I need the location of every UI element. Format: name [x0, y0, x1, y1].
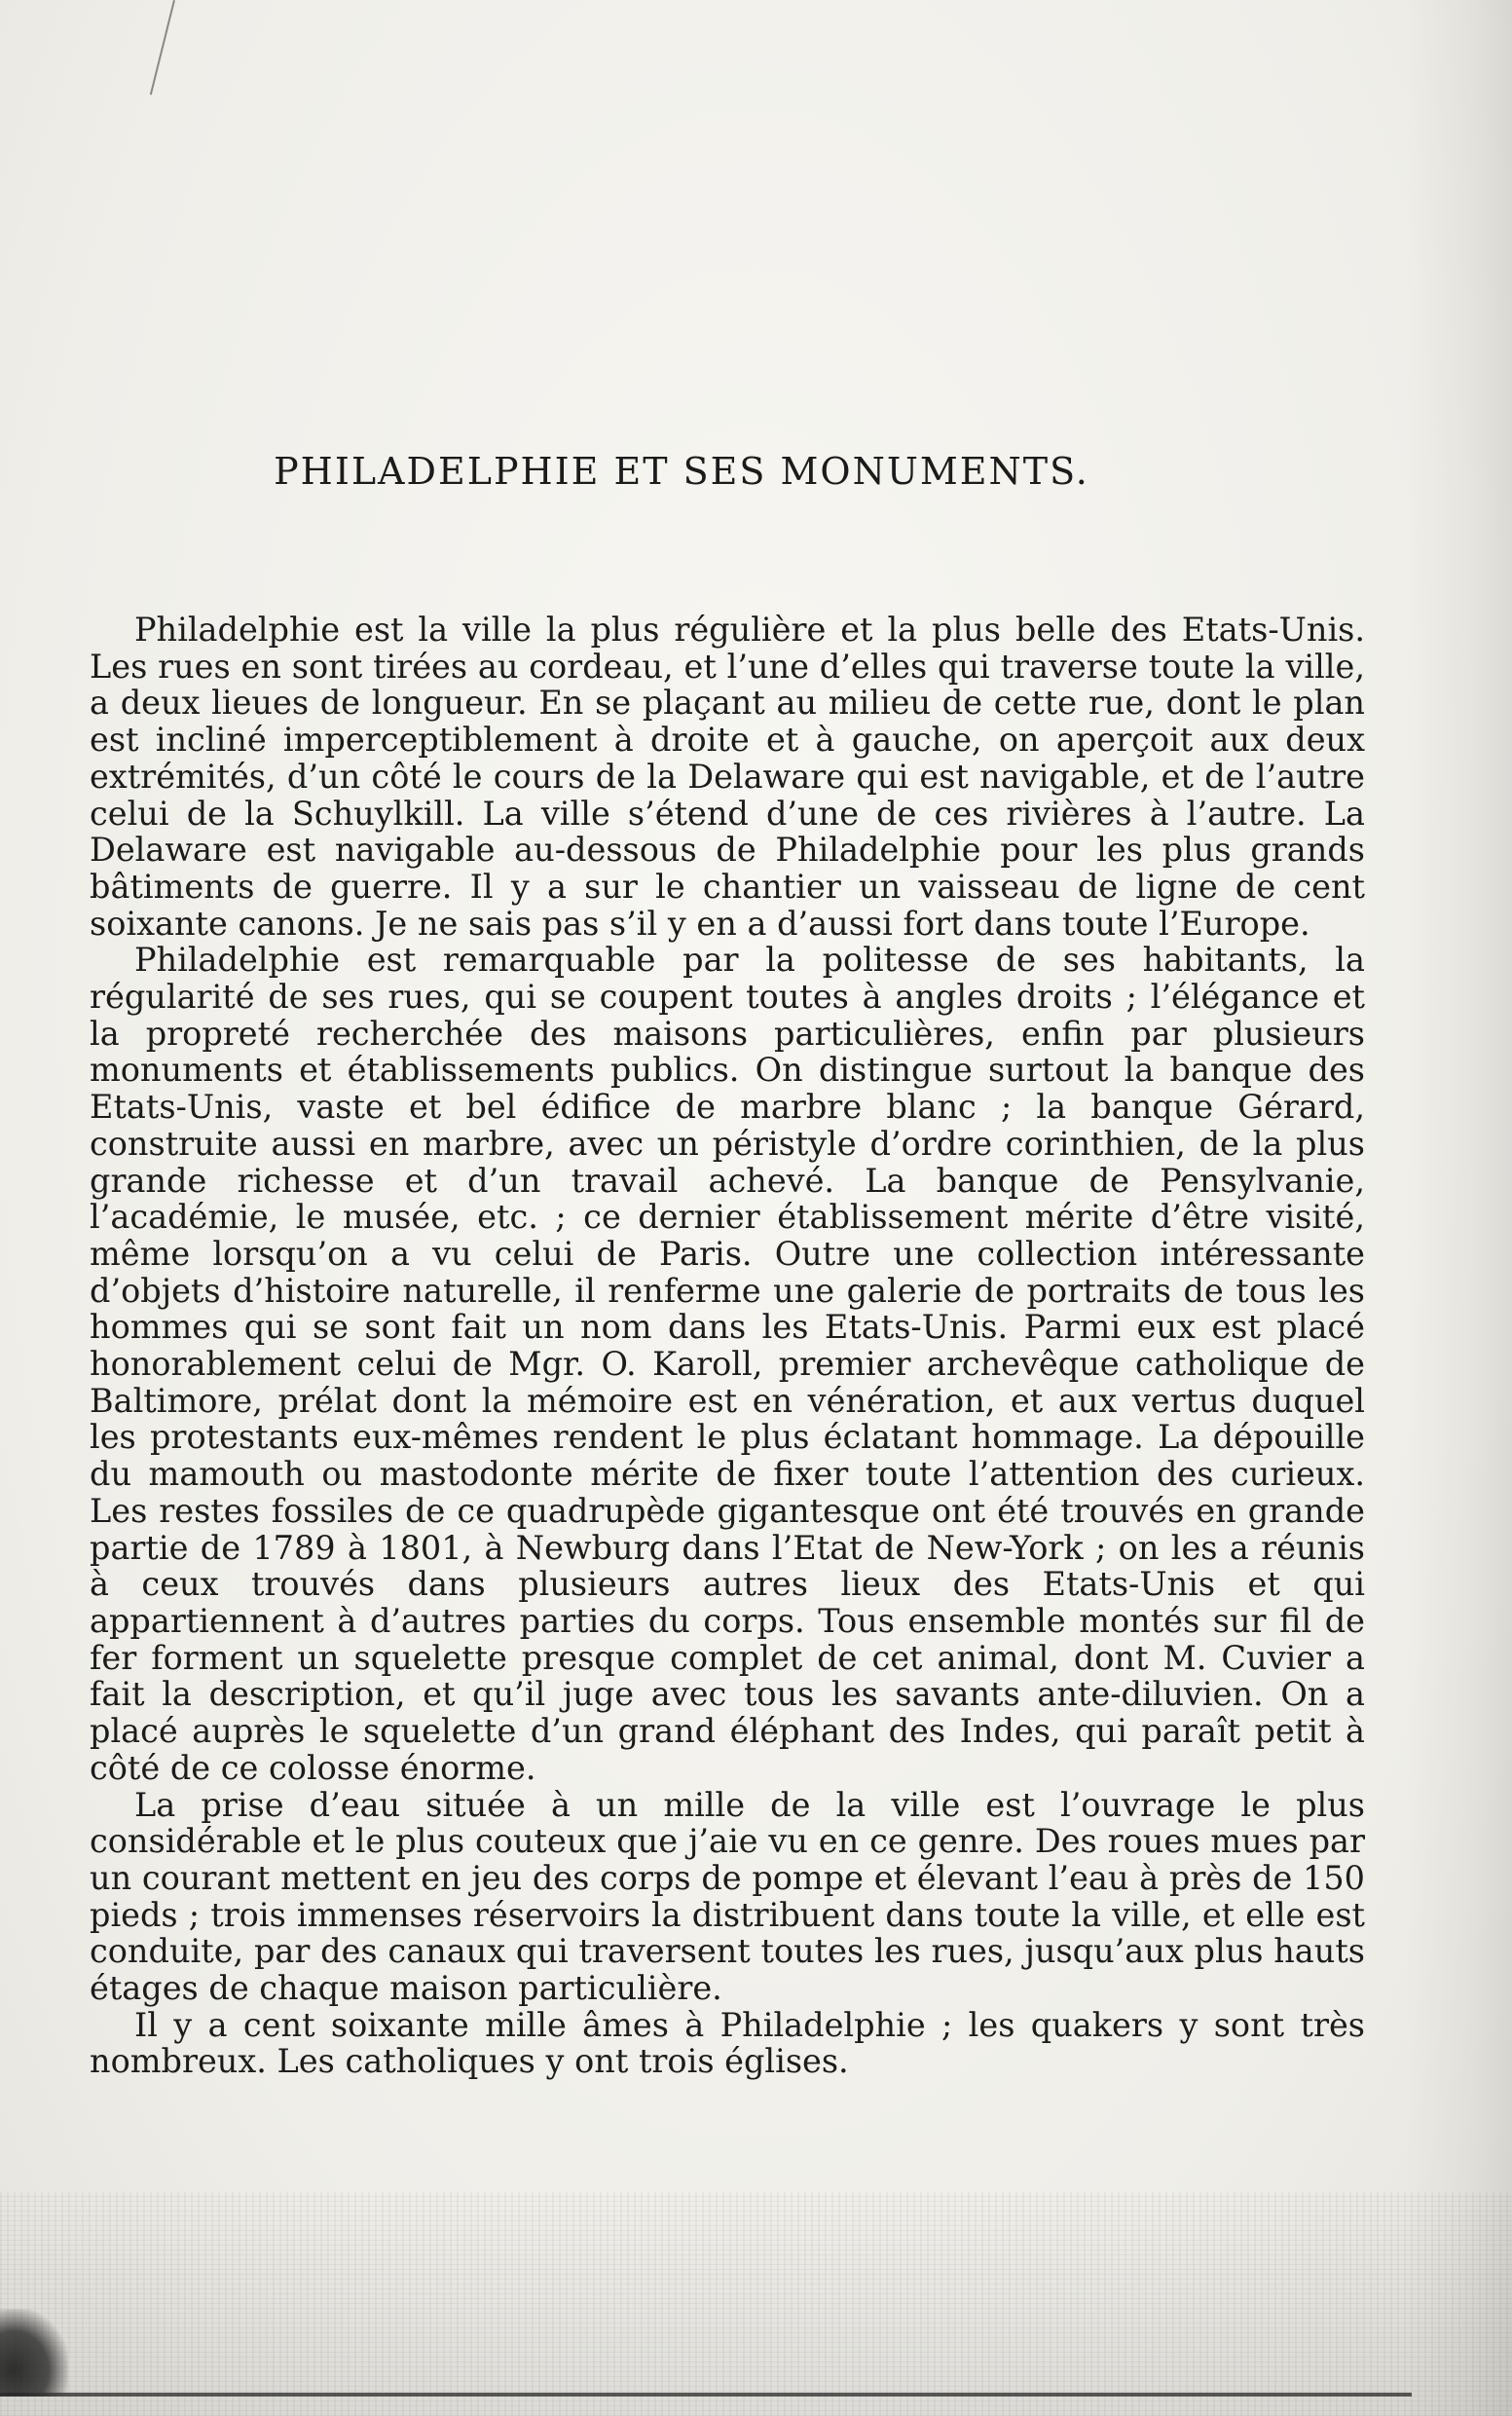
binding-gutter-shadow [1405, 0, 1512, 2416]
pencil-mark [150, 0, 175, 95]
paragraph-4: Il y a cent soixante mille âmes à Philadelphie ; les quakers y sont très nombreux. Les catholiques y ont trois églises. [90, 2005, 1365, 2081]
paragraph-1: Philadelphie est la ville la plus régulière et la plus belle des Etats-Unis. Les rues en sont tirées au cordeau, et l’une d’elles qui traverse toute la ville, a deux lieues de longueur. En se plaçant au milieu de cette rue, dont le plan est incliné imperceptiblement à droite et à gauche, on aperçoit aux deux extrémités, d’un côté le cours de la Delaware qui est navigable, et de l’autre celui de la Schuylkill. La ville s’étend d’une de ces rivières à l’autre. La Delaware est navigable au-dessous de Philadelphie pour les plus grands bâtiments de guerre. Il y a sur le chantier un vaisseau de ligne de cent soixante canons. Je ne sais pas s’il y en a d’aussi fort dans toute l’Europe. [90, 611, 1365, 943]
bleed-through-texture [0, 2192, 1512, 2416]
ink-blot [0, 2309, 68, 2397]
paragraph-3: La prise d’eau située à un mille de la ville est l’ouvrage le plus considérable et le plus couteux que j’aie vu en ce genre. Des roues mues par un courant mettent en jeu des corps de pompe et élevant l’eau à près de 150 pieds ; trois immenses réservoirs la distribuent dans toute la ville, et elle est conduite, par des canaux qui traversent toutes les rues, jusqu’aux plus hauts étages de chaque maison particulière. [90, 1785, 1365, 2008]
page-edge-line [0, 2393, 1412, 2397]
page-title: PHILADELPHIE ET SES MONUMENTS. [274, 450, 1089, 493]
paragraph-2: Philadelphie est remarquable par la politesse de ses habitants, la régularité de ses rues, qui se coupent toutes à angles droits ; l’élégance et la propreté recherchée des maisons particulières, enfin par plusieurs monuments et établissements publics. On distingue surtout la banque des Etats-Unis, vaste et bel édifice de marbre blanc ; la banque Gérard, construite aussi en marbre, avec un péristyle d’ordre corinthien, de la plus grande richesse et d’un travail achevé. La banque de Pensylvanie, l’académie, le musée, etc. ; ce dernier établissement mérite d’être visité, même lorsqu’on a vu celui de Paris. Outre une collection intéressante d’objets d’histoire naturelle, il renferme une galerie de portraits de tous les hommes qui se sont fait un nom dans les Etats-Unis. Parmi eux est placé honorablement celui de Mgr. O. Karoll, premier archevêque catholique de Baltimore, prélat dont la mémoire est en vénération, et aux vertus duquel les protestants eux-mêmes rendent le plus éclatant hommage. La dépouille du mamouth ou mastodonte mérite de fixer toute l’attention des curieux. Les restes fossiles de ce quadrupède gigantesque ont été trouvés en grande partie de 1789 à 1801, à Newburg dans l’Etat de New-York ; on les a réunis à ceux trouvés dans plusieurs autres lieux des Etats-Unis et qui appartiennent à d’autres parties du corps. Tous ensemble montés sur fil de fer forment un squelette presque complet de cet animal, dont M. Cuvier a fait la description, et qu’il juge avec tous les savants ante-diluvien. On a placé auprès le squelette d’un grand éléphant des Indes, qui paraît petit à côté de ce colosse énorme. [90, 941, 1365, 1787]
body-text [90, 612, 1365, 2080]
